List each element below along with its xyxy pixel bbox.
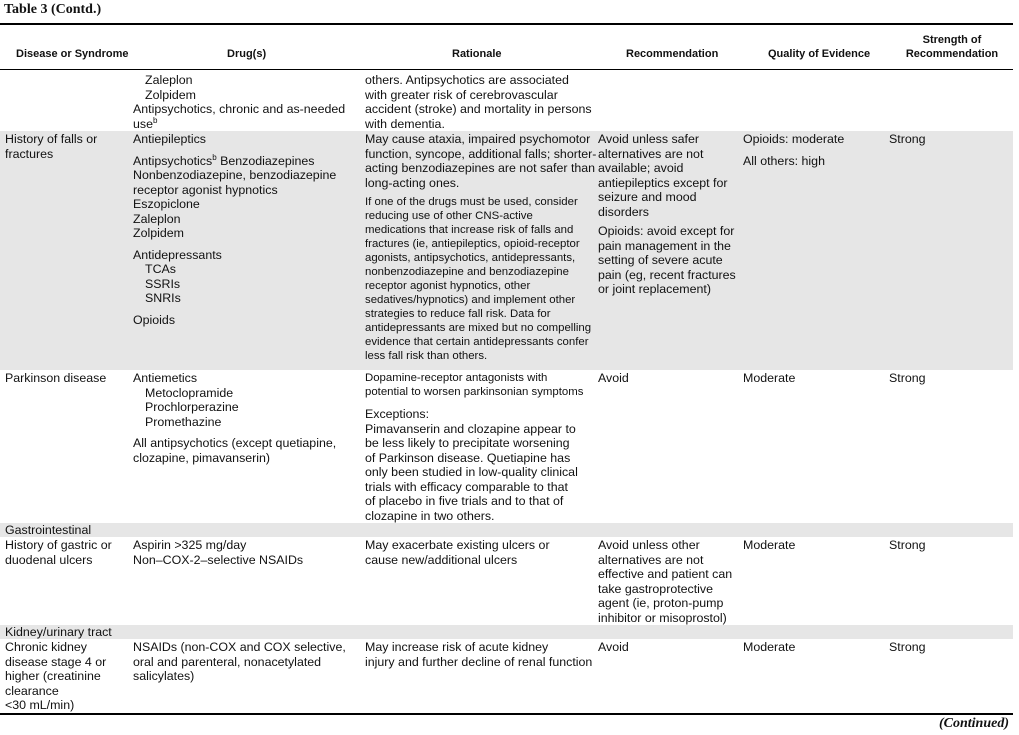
- rationale-line: reducing use of other CNS-active: [365, 210, 533, 222]
- quality-line: Opioids: moderate: [743, 132, 845, 146]
- rationale-line: acting benzodiazepines are not safer than: [365, 161, 596, 175]
- drug-line: Antiemetics: [133, 371, 198, 385]
- row0-drug: Zolpidem: [145, 87, 196, 102]
- rationale-line: long-acting ones.: [365, 175, 460, 190]
- rationale-line: If one of the drugs must be used, consider: [365, 196, 578, 208]
- rationale-line: sedatives/hypnotics) and implement other: [365, 294, 576, 306]
- disease-line: higher (creatinine: [5, 669, 101, 683]
- drug-line: Antidepressants: [133, 247, 222, 262]
- quality-line: All others: high: [743, 153, 825, 168]
- row0-drug: Zaleplon: [145, 73, 193, 87]
- rationale-line: be less likely to precipitate worsening: [365, 436, 570, 450]
- row2-recommendation: Avoid: [598, 371, 629, 385]
- rationale-line: May increase risk of acute kidney: [365, 640, 549, 654]
- rationale-line: May cause ataxia, impaired psychomotor: [365, 132, 591, 146]
- drug-line: Prochlorperazine: [145, 400, 239, 414]
- header-strength-line2: Recommendation: [905, 48, 999, 60]
- rationale-line: clozapine in two others.: [365, 508, 495, 523]
- rationale-line: others. Antipsychotics are associated: [365, 73, 569, 87]
- row1-rationale: [365, 132, 596, 363]
- row1-disease: [5, 132, 97, 161]
- drug-line: Non–COX-2–selective NSAIDs: [133, 552, 304, 567]
- drug-line: NSAIDs (non-COX and COX selective,: [133, 640, 346, 654]
- row1-quality: [743, 132, 844, 168]
- drug-line: clozapine, pimavanserin): [133, 450, 271, 465]
- rec-line: alternatives are not: [598, 552, 704, 567]
- rationale-line: cause new/additional ulcers: [365, 552, 518, 567]
- rationale-line: with dementia.: [365, 116, 445, 131]
- row2-disease: Parkinson disease: [5, 371, 107, 385]
- drug-line: Opioids: [133, 312, 176, 327]
- drug-line: Nonbenzodiazepine, benzodiazepine: [133, 168, 337, 182]
- row4-drugs: [133, 640, 346, 684]
- rationale-line: evidence that certain antidepressants confer: [365, 336, 589, 348]
- rationale-line: of placebo in five trials and to that of: [365, 494, 564, 508]
- header-rule: [0, 69, 1013, 70]
- row3-disease: [5, 538, 112, 567]
- drug-line: Promethazine: [145, 414, 222, 429]
- top-rule: [0, 23, 1013, 25]
- section-band-kidney: [0, 625, 1013, 639]
- drug-line: Eszopiclone: [133, 197, 200, 211]
- rationale-line: less fall risk than others.: [365, 350, 488, 362]
- rationale-line: accident (stroke) and mortality in persons: [365, 102, 592, 116]
- drug-line: Antiepileptics: [133, 132, 207, 146]
- header-quality: Quality of Evidence: [768, 48, 871, 60]
- row2-drugs: [133, 371, 336, 465]
- rec-line: pain management in the: [598, 238, 731, 253]
- drug-line: [133, 154, 336, 169]
- rationale-line: of Parkinson disease. Quetiapine has: [365, 450, 571, 465]
- disease-line: clearance: [5, 683, 59, 698]
- row1-strength: Strong: [889, 132, 926, 146]
- rec-line: Avoid unless other: [598, 538, 700, 552]
- rationale-line: Exceptions:: [365, 407, 430, 421]
- row4-recommendation: Avoid: [598, 640, 629, 654]
- rec-line: seizure and mood: [598, 190, 697, 204]
- header-strength-line1: Strength of: [922, 34, 982, 46]
- header-rationale: Rationale: [452, 48, 502, 60]
- row3-quality: Moderate: [743, 538, 796, 552]
- rationale-line: function, syncope, additional falls; shorter-: [365, 146, 597, 161]
- footnote-marker: b: [152, 115, 158, 125]
- disease-line: Chronic kidney: [5, 640, 87, 654]
- rationale-line: antidepressants are mixed but no compelling: [365, 322, 592, 334]
- drug-line: receptor agonist hypnotics: [133, 182, 278, 197]
- row3-drugs: [133, 538, 303, 567]
- rec-line: disorders: [598, 204, 649, 219]
- rec-line: agent (ie, proton-pump: [598, 596, 724, 610]
- row2-quality: Moderate: [743, 371, 796, 385]
- row3-rationale: [365, 538, 550, 567]
- drug-line: Aspirin >325 mg/day: [133, 538, 247, 552]
- rationale-line: trials with efficacy comparable to that: [365, 479, 568, 494]
- table-title: Table 3 (Contd.): [4, 2, 102, 17]
- rec-line: pain (eg, recent fractures: [598, 267, 736, 282]
- row4-strength: Strong: [889, 640, 926, 654]
- drug-line: oral and parenteral, nonacetylated: [133, 654, 322, 669]
- drug-text: Benzodiazepines: [216, 153, 315, 168]
- rationale-line: only been studied in low-quality clinical: [365, 465, 578, 479]
- rationale-line: strategies to reduce fall risk. Data for: [365, 308, 551, 320]
- rationale-line: May exacerbate existing ulcers or: [365, 538, 550, 552]
- drug-line: SSRIs: [145, 276, 181, 291]
- row0-rationale: [365, 73, 592, 131]
- drug-text: Antipsychotics: [133, 153, 213, 168]
- drug-line: Zaleplon: [133, 211, 181, 226]
- row0-drugs: [133, 73, 345, 131]
- disease-line: History of falls or: [5, 132, 98, 146]
- rationale-line: fractures (ie, antiepileptics, opioid-receptor: [365, 238, 580, 250]
- row4-quality: Moderate: [743, 640, 796, 654]
- rationale-line: agonists, antipsychotics, antidepressants,: [365, 252, 576, 264]
- row3-recommendation: [598, 538, 732, 625]
- disease-line: History of gastric or: [5, 538, 112, 552]
- header-drugs: Drug(s): [227, 48, 267, 60]
- row0-drug-text: use: [133, 116, 153, 131]
- rec-line: Avoid unless safer: [598, 132, 700, 146]
- rationale-line: Pimavanserin and clozapine appear to: [365, 421, 576, 436]
- row4-disease: [5, 640, 106, 713]
- rationale-line: with greater risk of cerebrovascular: [365, 87, 558, 102]
- rationale-line: Dopamine-receptor antagonists with: [365, 372, 548, 384]
- rec-line: take gastroprotective: [598, 581, 714, 596]
- rationale-line: injury and further decline of renal function: [365, 654, 593, 669]
- disease-line: duodenal ulcers: [5, 552, 93, 567]
- section-band-gastrointestinal: [0, 523, 1013, 537]
- bottom-rule: [0, 713, 1013, 715]
- row4-rationale: [365, 640, 592, 669]
- section-gastrointestinal: Gastrointestinal: [5, 523, 92, 537]
- rec-line: setting of severe acute: [598, 253, 723, 267]
- row2-rationale: [365, 371, 583, 523]
- rec-line: Opioids: avoid except for: [598, 224, 735, 238]
- row0-drug: Antipsychotics, chronic and as-needed: [133, 102, 346, 116]
- continued-label: (Continued): [938, 716, 1009, 731]
- disease-line: fractures: [5, 146, 54, 161]
- drug-line: Metoclopramide: [145, 385, 234, 400]
- drug-line: salicylates): [133, 669, 195, 683]
- rec-line: effective and patient can: [598, 567, 733, 581]
- rec-line: available; avoid: [598, 161, 684, 175]
- row3-strength: Strong: [889, 538, 926, 552]
- rationale-paragraph: [365, 195, 596, 363]
- drug-line: Zolpidem: [133, 226, 184, 240]
- rationale-line: receptor agonist hypnotics, other: [365, 280, 531, 292]
- drug-line: TCAs: [145, 262, 176, 276]
- section-kidney-urinary: Kidney/urinary tract: [5, 625, 112, 639]
- rationale-line: medications that increase risk of falls and: [365, 224, 574, 236]
- rec-line: alternatives are not: [598, 146, 704, 161]
- rec-line: or joint replacement): [598, 282, 711, 296]
- header-recommendation: Recommendation: [626, 48, 719, 60]
- row2-strength: Strong: [889, 371, 926, 385]
- footnote-marker: b: [212, 152, 217, 162]
- rationale-line: potential to worsen parkinsonian symptoms: [365, 386, 584, 398]
- disease-line: disease stage 4 or: [5, 654, 107, 669]
- header-strength: [903, 33, 1001, 61]
- row1-recommendation: [598, 132, 736, 297]
- drug-line: All antipsychotics (except quetiapine,: [133, 436, 337, 450]
- rec-line: inhibitor or misoprostol): [598, 610, 727, 625]
- row0-drug: [133, 117, 345, 132]
- disease-line: <30 mL/min): [5, 698, 75, 712]
- rec-line: antiepileptics except for: [598, 175, 728, 190]
- row1-drugs: [133, 132, 336, 327]
- rationale-line: nonbenzodiazepine and benzodiazepine: [365, 266, 569, 278]
- drug-line: SNRIs: [145, 291, 181, 305]
- header-disease: Disease or Syndrome: [16, 48, 129, 60]
